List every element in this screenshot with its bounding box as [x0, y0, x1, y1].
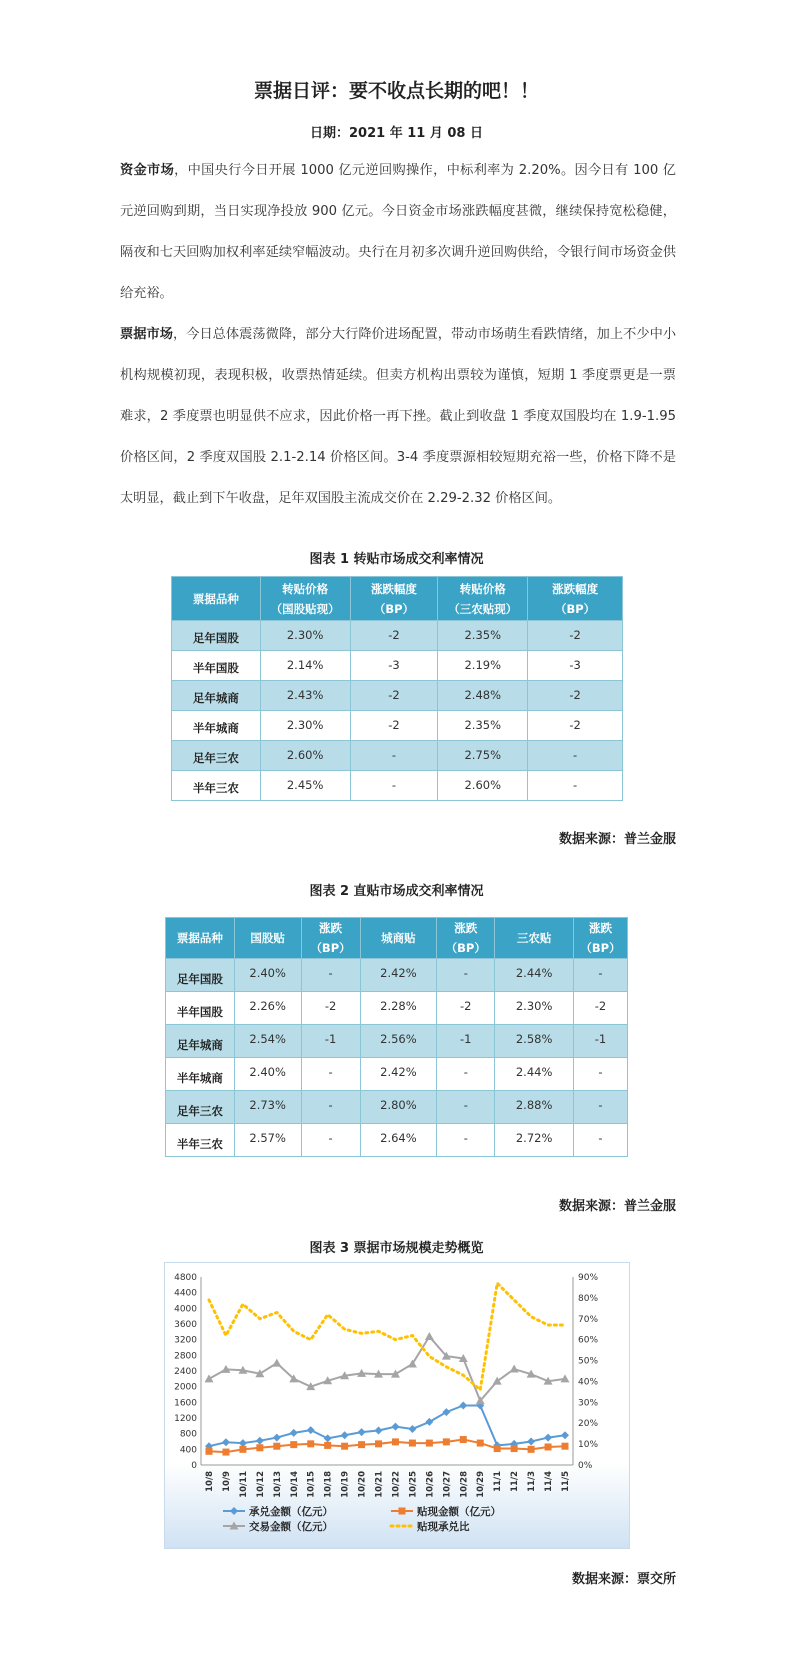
data-point — [222, 1438, 230, 1446]
paragraph-bill-market — [120, 314, 676, 519]
right-tick-label: 90% — [578, 1273, 599, 1283]
column-header-line: 涨跌幅度 — [552, 581, 599, 596]
data-point — [358, 1428, 366, 1436]
table-cell: 2.42% — [360, 1058, 437, 1091]
x-tick-label: 10/20 — [357, 1471, 368, 1498]
row-label: 足年城商 — [172, 681, 261, 711]
column-header-line: （BP） — [445, 941, 486, 955]
x-tick-label: 11/2 — [510, 1471, 521, 1492]
data-point — [256, 1437, 264, 1445]
data-point — [239, 1446, 246, 1453]
data-point — [442, 1408, 450, 1416]
table-row — [166, 959, 628, 992]
table-cell: 2.35% — [438, 621, 528, 651]
column-header-line: 涨跌幅度 — [370, 581, 417, 596]
rediscount-rate-table — [171, 576, 623, 801]
left-tick-label: 2000 — [174, 1382, 197, 1393]
data-point — [307, 1426, 315, 1434]
table-cell: - — [437, 1124, 495, 1157]
table-cell: 2.14% — [260, 651, 350, 681]
x-tick-label: 11/5 — [561, 1471, 571, 1492]
legend-label: 交易金额（亿元） — [249, 1521, 333, 1533]
legend-label: 承兑金额（亿元） — [249, 1506, 333, 1518]
column-header-line: （国股贴现） — [270, 601, 340, 616]
table-cell: 2.45% — [260, 771, 350, 801]
table-cell: -2 — [528, 681, 623, 711]
table-cell: 2.35% — [438, 711, 528, 741]
table-cell: - — [574, 1058, 628, 1091]
data-point — [358, 1441, 365, 1448]
row-label: 足年三农 — [172, 741, 261, 771]
x-tick-label: 10/13 — [272, 1471, 283, 1498]
table-cell: 2.57% — [234, 1124, 301, 1157]
table1-source: 数据来源：普兰金服 — [558, 832, 676, 847]
row-label: 半年三农 — [172, 771, 261, 801]
x-tick-label: 10/11 — [238, 1471, 249, 1498]
x-tick-label: 10/29 — [476, 1471, 487, 1498]
table-row — [166, 1124, 628, 1157]
table-cell: - — [574, 1091, 628, 1124]
table-cell: -2 — [350, 711, 438, 741]
table-cell: 2.30% — [260, 621, 350, 651]
table-cell: 2.42% — [360, 959, 437, 992]
data-point — [460, 1436, 467, 1443]
data-point — [272, 1359, 281, 1367]
table-row — [166, 1058, 628, 1091]
left-tick-label: 1600 — [174, 1398, 197, 1409]
column-header-line: 涨跌 — [319, 921, 343, 935]
data-point — [324, 1434, 332, 1442]
column-header — [350, 577, 438, 621]
paragraph-money-market — [120, 150, 676, 314]
right-tick-label: 70% — [578, 1314, 599, 1325]
page-title: 票据日评：要不收点长期的吧！！ — [253, 80, 539, 102]
x-tick-label: 10/15 — [306, 1471, 317, 1498]
table-cell: - — [528, 741, 623, 771]
table-cell: 2.40% — [234, 1058, 301, 1091]
row-label: 足年三农 — [166, 1091, 235, 1124]
data-point — [544, 1434, 552, 1442]
table-cell: - — [574, 959, 628, 992]
data-point — [561, 1431, 569, 1439]
data-point — [527, 1438, 535, 1446]
table-cell: -2 — [528, 621, 623, 651]
left-tick-label: 3600 — [174, 1320, 197, 1330]
x-tick-label: 10/22 — [391, 1471, 402, 1498]
column-header — [260, 577, 350, 621]
report-date: 日期：2021 年 11 月 08 日 — [310, 126, 483, 141]
data-point — [494, 1445, 501, 1452]
column-header-line: （三农贴现） — [448, 601, 518, 616]
table-cell: -3 — [350, 651, 438, 681]
column-header-line: （BP） — [554, 601, 596, 616]
table-cell: -2 — [350, 681, 438, 711]
right-tick-label: 60% — [578, 1335, 599, 1346]
column-header — [574, 918, 628, 959]
table-cell: 2.56% — [360, 1025, 437, 1058]
table-cell: -2 — [528, 711, 623, 741]
table-row — [172, 681, 623, 711]
figure3-source: 数据来源：票交所 — [571, 1572, 676, 1587]
column-header — [438, 577, 528, 621]
data-point — [545, 1443, 552, 1450]
left-tick-label: 400 — [179, 1445, 197, 1456]
data-point — [206, 1448, 213, 1455]
right-tick-label: 30% — [578, 1398, 599, 1409]
data-point — [290, 1429, 298, 1437]
right-tick-label: 80% — [578, 1293, 599, 1304]
right-tick-label: 40% — [578, 1377, 599, 1388]
row-label: 半年城商 — [166, 1058, 235, 1091]
left-tick-label: 0 — [191, 1461, 197, 1471]
table-cell: - — [437, 1091, 495, 1124]
data-point — [459, 1401, 467, 1409]
direct-discount-rate-table — [165, 917, 628, 1157]
table-cell: 2.80% — [360, 1091, 437, 1124]
legend-label: 贴现承兑比 — [417, 1521, 470, 1533]
x-tick-label: 10/28 — [459, 1471, 470, 1498]
table-cell: - — [437, 959, 495, 992]
data-point — [391, 1423, 399, 1431]
legend-marker — [399, 1508, 406, 1515]
data-point — [375, 1440, 382, 1447]
data-point — [222, 1449, 229, 1456]
table-row — [172, 711, 623, 741]
data-point — [273, 1434, 281, 1442]
table-cell: 2.60% — [438, 771, 528, 801]
row-label: 半年三农 — [166, 1124, 235, 1157]
x-tick-label: 10/19 — [340, 1471, 351, 1498]
table-cell: 2.19% — [438, 651, 528, 681]
data-point — [307, 1440, 314, 1447]
table-cell: 2.44% — [495, 959, 574, 992]
column-header-line: 票据品种 — [192, 591, 239, 606]
column-header-line: （BP） — [310, 941, 351, 955]
x-tick-label: 10/9 — [221, 1471, 232, 1492]
x-tick-label: 11/4 — [544, 1471, 555, 1492]
table-row — [166, 992, 628, 1025]
data-point — [562, 1443, 569, 1450]
x-tick-label: 10/25 — [408, 1471, 419, 1498]
data-point — [477, 1440, 484, 1447]
table-cell: - — [574, 1124, 628, 1157]
column-header — [172, 577, 261, 621]
row-label: 足年国股 — [166, 959, 235, 992]
row-label: 半年城商 — [172, 711, 261, 741]
table-cell: -2 — [301, 992, 360, 1025]
column-header-line: （BP） — [373, 601, 415, 616]
row-label: 足年城商 — [166, 1025, 235, 1058]
x-tick-label: 10/18 — [323, 1471, 334, 1498]
paragraph-text: ，中国央行今日开展 1000 亿元逆回购操作，中标利率为 2.20%。因今日有 100 亿元逆回购到期，当日实现净投放 900 亿元。今日资金市场涨跌幅度甚微，继续保持宽松稳健，隔夜和七天回购加权利率延续窄幅波动。央行在月初多次调升逆回购供给，令银行间市场资金供给充裕。 — [120, 163, 676, 301]
column-header — [166, 918, 235, 959]
table-cell: 2.64% — [360, 1124, 437, 1157]
right-tick-label: 10% — [578, 1440, 599, 1451]
data-point — [425, 1332, 434, 1340]
paragraph-text: ，今日总体震荡微降，部分大行降价进场配置，带动市场萌生看跌情绪，加上不少中小机构规模初现，表现积极，收票热情延续。但卖方机构出票较为谨慎，短期 1 季度票更是一票难求，2 季度票也明显供不应求，因此价格一再下挫。截止到收盘 1 季度双国股均在 1.9-1.95 价格区间，2 季度双国股 2.1-2.14 价格区间。3-4 季度票源相较短期充裕一些，价格下降不是太明显，截止到下午收盘，足年双国股主流成交价在 2.29-2.32 价格区间。 — [120, 327, 677, 506]
table-cell: -3 — [528, 651, 623, 681]
left-tick-label: 1200 — [174, 1414, 197, 1424]
table-cell: - — [350, 771, 438, 801]
table-cell: 2.73% — [234, 1091, 301, 1124]
table-cell: 2.75% — [438, 741, 528, 771]
left-tick-label: 4400 — [174, 1288, 197, 1299]
table-cell: 2.44% — [495, 1058, 574, 1091]
data-point — [341, 1443, 348, 1450]
table-cell: - — [301, 1124, 360, 1157]
x-tick-label: 10/27 — [442, 1471, 453, 1498]
x-tick-label: 10/8 — [205, 1471, 215, 1492]
table-cell: 2.26% — [234, 992, 301, 1025]
column-header — [528, 577, 623, 621]
left-tick-label: 4800 — [174, 1273, 197, 1283]
series-line — [209, 1337, 565, 1401]
left-tick-label: 2800 — [174, 1351, 197, 1362]
column-header — [495, 918, 574, 959]
column-header-line: 票据品种 — [176, 931, 223, 945]
table-cell: 2.28% — [360, 992, 437, 1025]
row-label: 半年国股 — [172, 651, 261, 681]
data-point — [273, 1443, 280, 1450]
table-cell: 2.54% — [234, 1025, 301, 1058]
table-row — [172, 651, 623, 681]
data-point — [375, 1427, 383, 1435]
table-row — [172, 621, 623, 651]
data-point — [425, 1418, 433, 1426]
table-cell: 2.72% — [495, 1124, 574, 1157]
legend-label: 贴现金额（亿元） — [417, 1506, 501, 1518]
table-row — [166, 1025, 628, 1058]
table-cell: -2 — [350, 621, 438, 651]
table-cell: - — [301, 959, 360, 992]
data-point — [510, 1365, 519, 1373]
data-point — [341, 1431, 349, 1439]
legend-marker — [230, 1507, 238, 1515]
left-tick-label: 800 — [179, 1429, 197, 1440]
row-label: 足年国股 — [172, 621, 261, 651]
right-tick-label: 50% — [578, 1356, 599, 1367]
left-tick-label: 2400 — [174, 1367, 197, 1377]
table1-caption: 图表 1 转贴市场成交利率情况 — [309, 552, 484, 567]
table2-source: 数据来源：普兰金服 — [558, 1199, 676, 1214]
column-header — [360, 918, 437, 959]
column-header-line: 转贴价格 — [282, 581, 329, 596]
left-tick-label: 4000 — [174, 1304, 197, 1315]
figure3-caption: 图表 3 票据市场规模走势概览 — [309, 1241, 484, 1256]
table-cell: 2.30% — [260, 711, 350, 741]
table-cell: - — [350, 741, 438, 771]
data-point — [408, 1425, 416, 1433]
paragraph-lead: 票据市场 — [120, 327, 173, 342]
table-cell: -1 — [301, 1025, 360, 1058]
bill-market-chart — [164, 1262, 630, 1549]
table-row — [166, 1091, 628, 1124]
table-cell: 2.60% — [260, 741, 350, 771]
data-point — [443, 1438, 450, 1445]
table-cell: 2.48% — [438, 681, 528, 711]
column-header-line: 城商贴 — [381, 931, 416, 945]
data-point — [392, 1438, 399, 1445]
data-point — [511, 1445, 518, 1452]
table-cell: - — [301, 1091, 360, 1124]
chart-svg — [165, 1263, 629, 1548]
x-tick-label: 10/12 — [255, 1471, 266, 1498]
table-cell: 2.88% — [495, 1091, 574, 1124]
table-cell: 2.30% — [495, 992, 574, 1025]
x-tick-label: 10/21 — [374, 1471, 385, 1498]
table-cell: -1 — [437, 1025, 495, 1058]
data-point — [409, 1440, 416, 1447]
x-tick-label: 10/14 — [289, 1471, 300, 1498]
x-tick-label: 11/1 — [493, 1471, 504, 1492]
table-row — [172, 771, 623, 801]
column-header-line: 涨跌 — [454, 921, 478, 935]
column-header-line: 转贴价格 — [459, 581, 506, 596]
x-tick-label: 11/3 — [527, 1471, 538, 1492]
column-header-line: 涨跌 — [589, 921, 612, 935]
data-point — [528, 1446, 535, 1453]
right-tick-label: 0% — [578, 1461, 593, 1471]
table-cell: 2.40% — [234, 959, 301, 992]
left-tick-label: 3200 — [174, 1335, 197, 1346]
row-label: 半年国股 — [166, 992, 235, 1025]
paragraph-lead: 资金市场 — [120, 163, 175, 178]
table-cell: -2 — [437, 992, 495, 1025]
column-header — [437, 918, 495, 959]
data-point — [324, 1442, 331, 1449]
data-point — [290, 1441, 297, 1448]
table-row — [172, 741, 623, 771]
table2-caption: 图表 2 直贴市场成交利率情况 — [309, 884, 484, 899]
right-tick-label: 20% — [578, 1419, 599, 1430]
table-cell: -1 — [574, 1025, 628, 1058]
table-cell: -2 — [574, 992, 628, 1025]
data-point — [426, 1440, 433, 1447]
table-cell: - — [528, 771, 623, 801]
x-tick-label: 10/26 — [425, 1471, 436, 1498]
column-header — [301, 918, 360, 959]
table-cell: - — [437, 1058, 495, 1091]
data-point — [256, 1444, 263, 1451]
table-cell: 2.43% — [260, 681, 350, 711]
column-header — [234, 918, 301, 959]
data-point — [205, 1374, 214, 1382]
column-header-line: 国股贴 — [250, 931, 285, 945]
table-cell: - — [301, 1058, 360, 1091]
column-header-line: （BP） — [580, 941, 621, 955]
table-cell: 2.58% — [495, 1025, 574, 1058]
column-header-line: 三农贴 — [516, 931, 552, 945]
